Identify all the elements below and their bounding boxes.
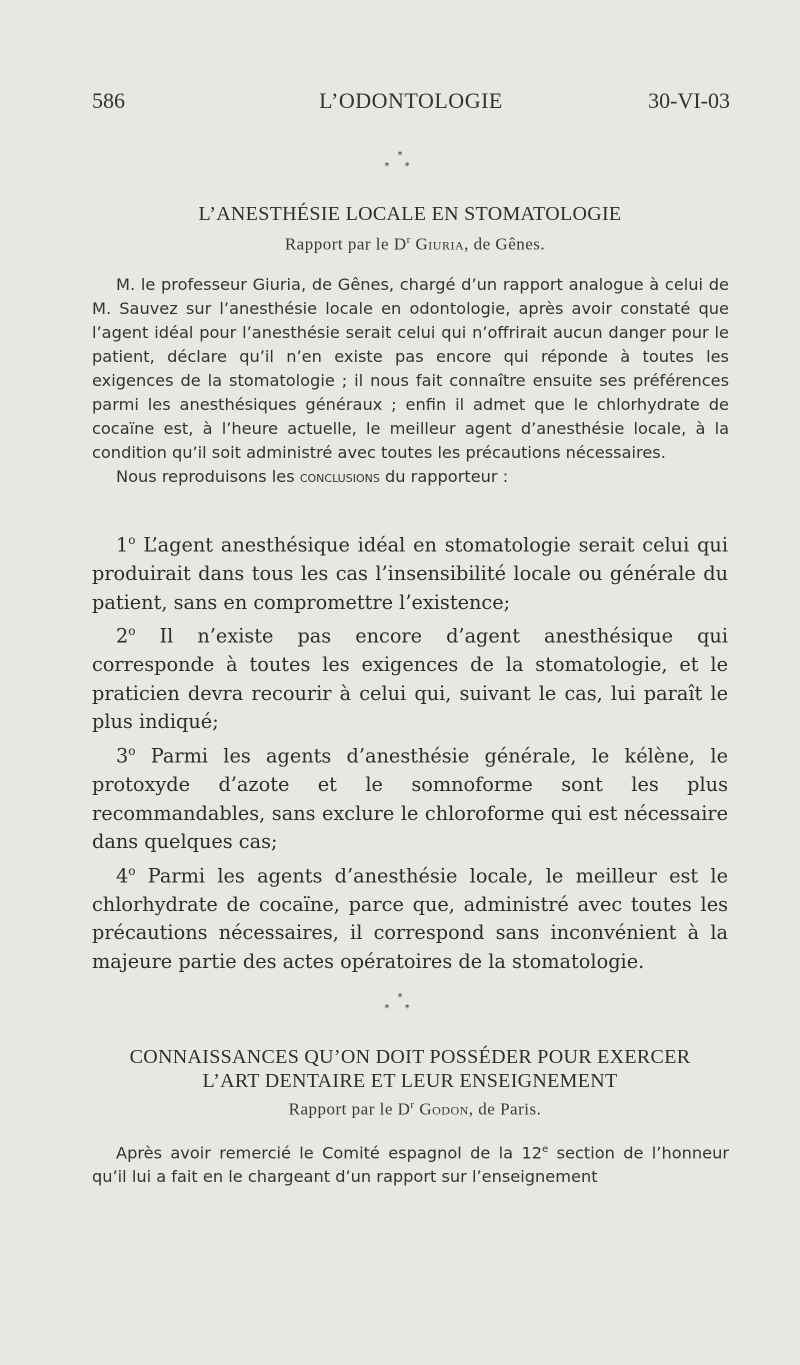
intro-text — [92, 273, 729, 489]
byline-suffix: , de Gênes. — [464, 234, 546, 254]
lead-smallcaps-word: conclusions — [299, 467, 380, 486]
conclusion-number-sup: o — [128, 533, 136, 547]
conclusion-item — [92, 737, 728, 857]
conclusion-number: 2 — [116, 624, 129, 648]
issue-date: 30-VI-03 — [648, 88, 730, 113]
byline-author: Giuria — [415, 234, 465, 254]
page-number: 586 — [92, 88, 125, 113]
asterism-separator — [0, 992, 800, 1014]
conclusions-list — [92, 526, 728, 977]
paragraph-part-a: Après avoir remercié le Comité espagnol de la 12 — [116, 1143, 543, 1163]
conclusion-number: 3 — [116, 744, 129, 768]
conclusion-text: Parmi les agents d’anesthésie locale, le meilleur est le chlorhydrate de cocaïne, parce que, administré avec toutes les précautions nécessaires, il correspond sans inconvénient à la majeure partie des actes opératoires de la stomatologie. — [92, 864, 728, 973]
conclusion-text: Parmi les agents d’anesthésie générale, le kélène, le protoxyde d’azote et le somnoforme sont les plus recommandables, sans exclure le chloroforme qui est nécessaire dans quelques cas; — [92, 744, 728, 854]
report-byline — [0, 1099, 800, 1120]
asterism-separator — [0, 150, 800, 172]
journal-title: L’ODONTOLOGIE — [319, 88, 503, 113]
byline-superscript: r — [410, 1099, 415, 1111]
byline-superscript: r — [406, 234, 411, 246]
report-byline — [0, 234, 800, 255]
lead-prefix: Nous reproduisons les — [116, 467, 295, 486]
intro-paragraph: M. le professeur Giuria, de Gênes, chargé d’un rapport analogue à celui de M. Sauvez sur l’anesthésie locale en odontologie, après avoir constaté que l’agent idéal pour l’anesthésie serait celui qui n’offrirait aucun danger pour le patient, déclare qu’il n’en existe pas encore qui réponde à toutes les exigences de la stomatologie ; il nous fait connaître ensuite ses préférences parmi les anesthésiques généraux ; enfin il admet que le chlorhydrate de cocaïne est, à l’heure actuelle, le meilleur agent d’anesthésie locale, à la condition qu’il soit administré avec toutes les précautions nécessaires. — [92, 275, 729, 462]
conclusion-item — [92, 617, 728, 737]
lead-suffix: du rapporteur : — [384, 467, 509, 486]
byline-author: Godon — [419, 1099, 469, 1119]
asterism-top-star: * — [397, 150, 403, 161]
section2-paragraph — [92, 1138, 729, 1189]
asterism-bottom-stars: * * — [384, 1003, 416, 1014]
conclusion-item — [92, 526, 728, 617]
section-title-line-1: CONNAISSANCES QU’ON DOIT POSSÉDER POUR EXERCER — [129, 1046, 691, 1068]
section2-text — [92, 1138, 729, 1189]
asterism-top-star: * — [397, 992, 403, 1003]
conclusion-number-sup: o — [128, 624, 136, 639]
conclusion-text: Il n’existe pas encore d’agent anesthésique qui corresponde à toutes les exigences de la stomatologie, et le praticien devra recourir à celui qui, suivant le cas, lui paraît le plus indiqué; — [92, 624, 728, 734]
conclusion-number: 1 — [116, 533, 129, 557]
section-title: L’ANESTHÉSIE LOCALE EN STOMATOLOGIE — [198, 203, 622, 225]
byline-prefix: Rapport par le D — [288, 1099, 411, 1119]
paragraph-superscript: e — [542, 1144, 549, 1155]
conclusion-item — [92, 857, 728, 977]
running-head — [92, 88, 730, 118]
conclusion-number: 4 — [116, 864, 129, 888]
byline-prefix: Rapport par le D — [284, 234, 407, 254]
section-title-line-2: L’ART DENTAIRE ET LEUR ENSEIGNEMENT — [202, 1070, 618, 1092]
conclusions-lead-paragraph — [92, 465, 729, 489]
asterism-bottom-stars: * * — [384, 161, 416, 172]
conclusion-number-sup: o — [128, 744, 136, 758]
conclusion-number-sup: o — [128, 863, 136, 878]
conclusion-text: L’agent anesthésique idéal en stomatologie serait celui qui produirait dans tous les cas l’insensibilité locale ou générale du patient, sans en compromettre l’existence; — [92, 533, 728, 614]
byline-suffix: , de Paris. — [468, 1099, 542, 1119]
paragraph-part-b: section de l’honneur qu’il lui a fait en le chargeant d’un rapport sur l’enseignement — [92, 1143, 730, 1187]
